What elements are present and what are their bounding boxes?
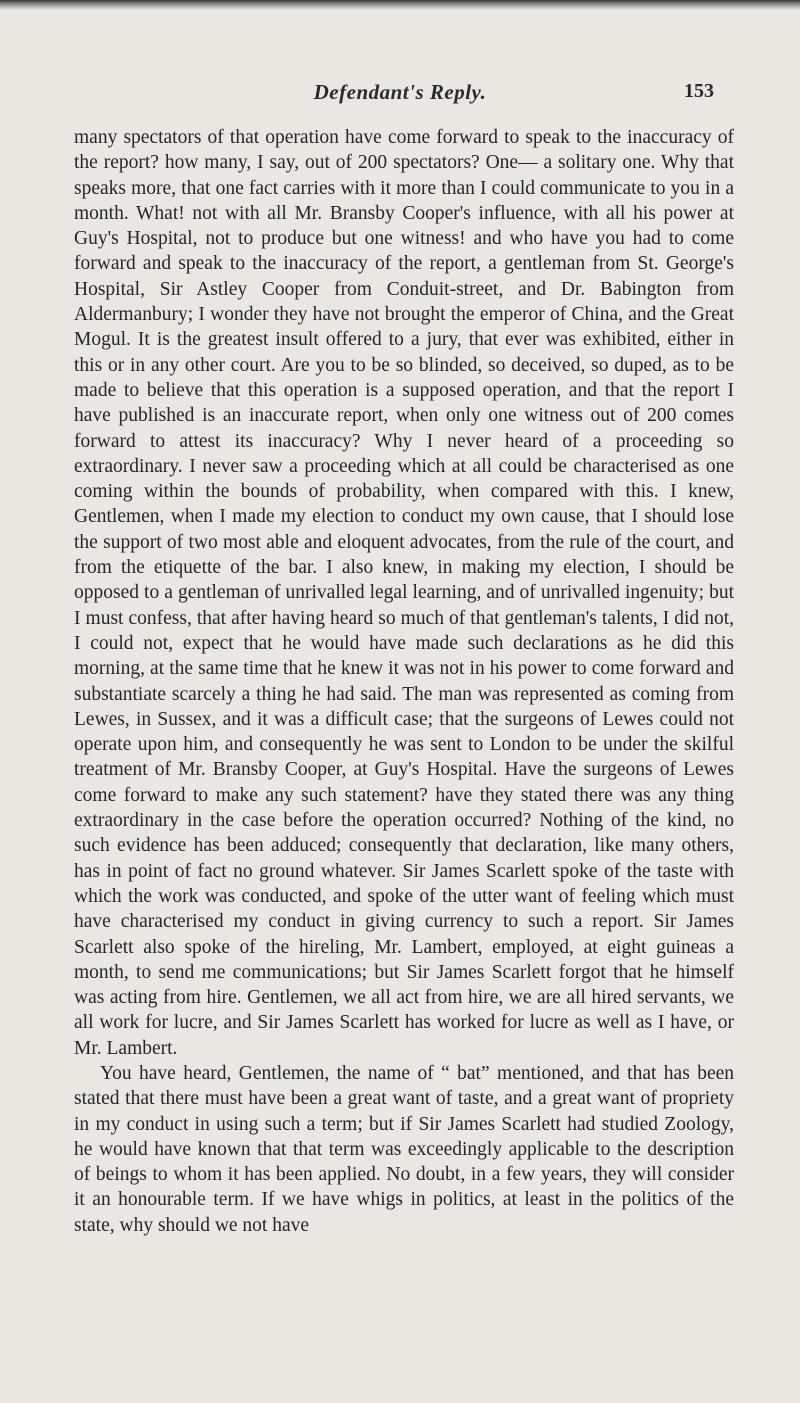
paragraph-1: many spectators of that operation have come forward to speak to the inaccuracy of the report? how many, I say, out of 200 spectators? One— a solitary one. Why that speaks more, that one fact carries with it more than I could communicate to you in a month. What! not with all Mr. Bransby Cooper's influence, with all his power at Guy's Hospital, not to produce but one witness! and who have you had to come forward and speak to the inaccuracy of the report, a gentleman from St. George's Hospital, Sir Astley Cooper from Conduit-street, and Dr. Babington from Aldermanbury; I wonder they have not brought the emperor of China, and the Great Mogul. It is the greatest insult offered to a jury, that ever was exhibited, either in this or in any other court. Are you to be so blinded, so deceived, so duped, as to be made to believe that this operation is a supposed operation, and that the report I have published is an inaccurate report, when only one witness out of 200 comes forward to attest its inaccuracy? Why I never heard of a proceeding so extraordinary. I never saw a proceeding which at all could be characterised as one coming within the bounds of probability, when compared with this. I knew, Gentlemen, when I made my election to conduct my own cause, that I should lose the support of two most able and eloquent advocates, from the rule of the court, and from the etiquette of the bar. I also knew, in making my election, I should be opposed to a gentleman of unrivalled legal learning, and of unrivalled ingenuity; but I must confess, that after having heard so much of that gentleman's talents, I did not, I could not, expect that he would have made such declarations as he did this morning, at the same time that he knew it was not in his power to come forward and substantiate scarcely a thing he had said. The man was represented as coming from Lewes, in Sussex, and it was a difficult case; that the surgeons of Lewes could not operate upon him, and consequently he was sent to London to be under the skilful treatment of Mr. Bransby Cooper, at Guy's Hospital. Have the surgeons of Lewes come forward to make any such statement? have they stated there was any thing extraordinary in the case before the operation occurred? Nothing of the kind, no such evidence has been adduced; consequently that declaration, like many others, has in point of fact no ground whatever. Sir James Scarlett spoke of the taste with which the work was conducted, and spoke of the utter want of feeling which must have characterised my conduct in giving currency to such a report. Sir James Scarlett also spoke of the hireling, Mr. Lambert, employed, at eight guineas a month, to send me communications; but Sir James Scarlett forgot that he himself was acting from hire. Gentlemen, we all act from hire, we are all hired servants, we all work for lucre, and Sir James Scarlett has worked for lucre as well as I have, or Mr. Lambert. (74, 127, 734, 1059)
page-header (0, 80, 800, 120)
page-top-edge-shadow (0, 0, 800, 10)
body-text (74, 125, 734, 1238)
page-number: 153 (684, 80, 714, 102)
running-title: Defendant's Reply. (313, 80, 487, 104)
paragraph-2: You have heard, Gentlemen, the name of “ bat” mentioned, and that has been stated that there must have been a great want of taste, and a great want of propriety in my conduct in using such a term; but if Sir James Scarlett had studied Zoology, he would have known that that term was exceedingly applicable to the description of beings to whom it has been applied. No doubt, in a few years, they will consider it an honourable term. If we have whigs in politics, at least in the politics of the state, why should we not have (74, 1062, 734, 1236)
